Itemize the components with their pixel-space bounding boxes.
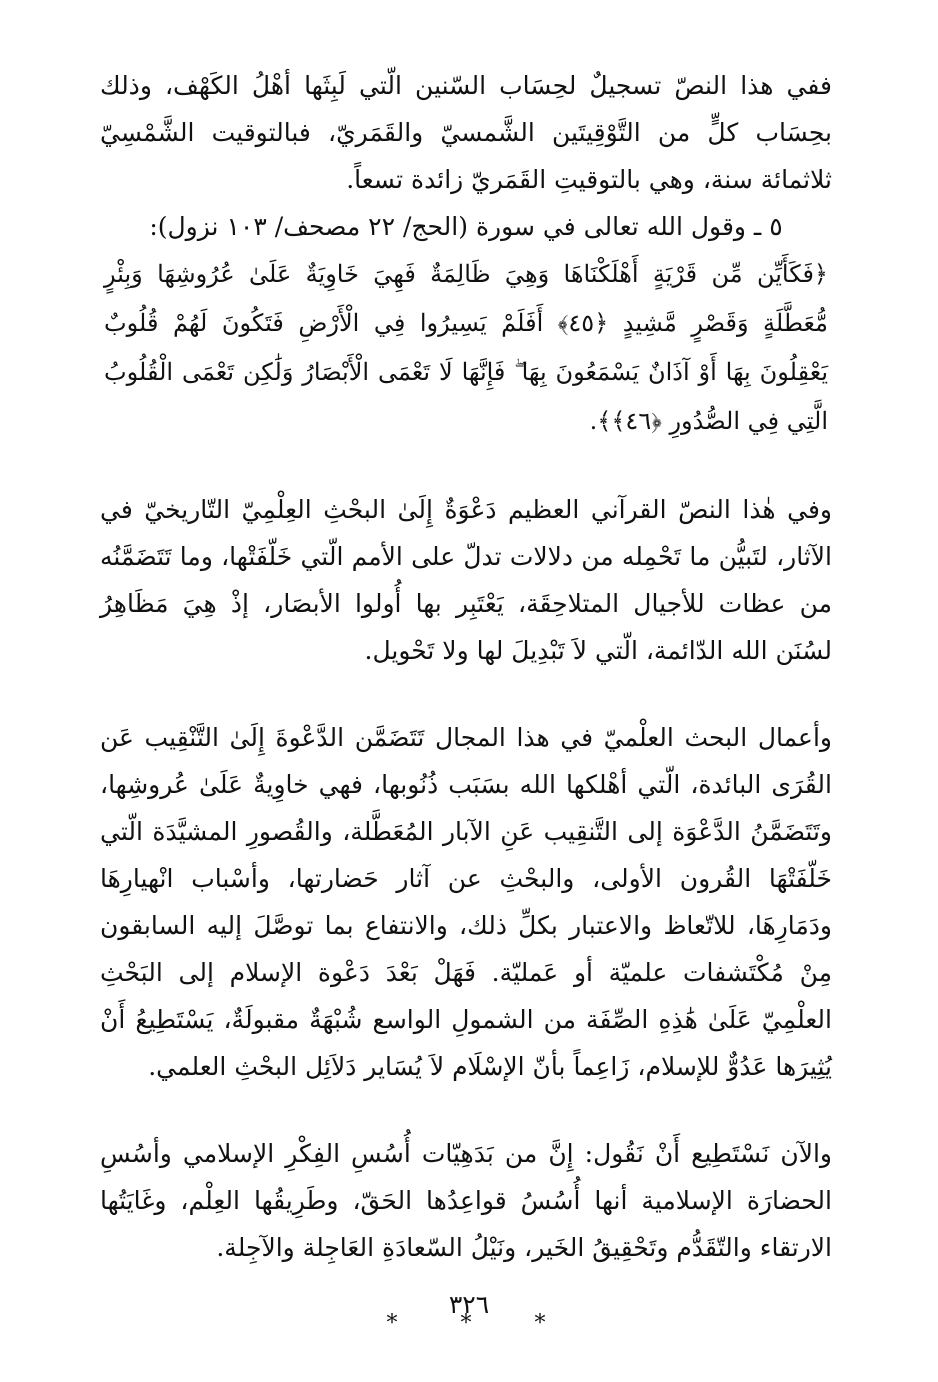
page-number: ٣٢٦ [448,1290,490,1319]
paragraph-archaeology-call: وفي هٰذا النصّ القرآني العظيم دَعْوَةٌ إِلَىٰ البحْثِ العِلْمِيّ التّاريخيّ في الآثار، لتَبيُّن ما تَحْمِله من دلالات تدلّ على الأمم الّتي خَلّفَتْها، وما تَتَضَمَّنُه من عظات للأجيال المتلاحِقَة، يَعْتَبِر بها أُولوا الأبصَار، إذْ هِيَ مَظَاهِرُ لسُنَن الله الدّائمة، الّتي لاَ تَبْدِيلَ لها ولا تَحْويل. [100,495,832,665]
section-separator: * * * [386,1311,574,1336]
paragraph-foundations: والآن نَسْتَطِيع أَنْ نَقُول: إِنَّ من بَدَهِيّات أُسُسِ الفِكْرِ الإسلامي وأسُسِ الحضارَة الإسلامية أنها أُسُسُ قواعِدُها الحَقّ، وطَرِيقُها العِلْم، وغَايَتُها الارتقاء والتّقَدُّم وتَحْقِيقُ الخَير، ونَيْلُ السّعادَةِ العَاجِلة والآجِلة. [100,1139,832,1262]
paragraph-scientific-research: وأعمال البحث العلْميّ في هذا المجال تَتَضَمَّن الدَّعْوةَ إِلَىٰ التَّنْقِيب عَن القُرَى البائدة، الّتي أهْلكها الله بسَبَب ذُنُوبها، فهي خاوِيةٌ عَلَىٰ عُروشِها، وتَتَضَمَّنُ الدَّعْوَة إلى التَّنقِيب عَنِ الآبار المُعَطَّلة، والقُصورِ المشيَّدَة الّتي خَلّفَتْهَا القُرون الأولى، والبحْثِ عن آثار حَضارتها، وأسْباب انْهيارِهَا ودَمَارِهَا، للاتّعاظ والاعتبار بكلِّ ذلك، والانتفاع بما توصَّلَ إليه السابقون مِنْ مُكْتَشفات علميّة أو عَمليّة. فَهَلْ بَعْدَ دَعْوة الإسلام إلى البَحْثِ العلْمِيّ عَلَىٰ هَٰذِهِ الصِّفَة من الشمولِ الواسع شُبْهَةٌ مقبولَةٌ، يَسْتَطِيعُ أَنْ يُثِيرَها عَدُوٌّ للإسلام، زَاعِماً بأنّ الإسْلَام لاَ يُسَاير دَلاَئِل البحْثِ العلمي. [100,723,832,1081]
paragraph-ahl-al-kahf: ففي هذا النصّ تسجيلٌ لحِسَاب السّنين الّتي لَبِثَها أهْلُ الكَهْف، وذلك بحِسَاب كلٍّ من التَّوْقِيتَين الشَّمسيّ والقَمَريّ، فبالتوقيت الشَّمْسِيّ ثلاثمائة سنة، وهي بالتوقيتِ القَمَريّ زائدة تسعاً. [100,71,832,194]
page-body [100,62,832,1336]
verse-intro: ٥ ـ وقول الله تعالى في سورة (الحج/ ٢٢ مصحف/ ١٠٣ نزول): [149,212,783,241]
quran-verse: ﴿فَكَأَيِّن مِّن قَرْيَةٍ أَهْلَكْنَاهَا وَهِيَ ظَالِمَةٌ فَهِيَ خَاوِيَةٌ عَلَىٰ عُرُوشِهَا وَبِئْرٍ مُّعَطَّلَةٍ وَقَصْرٍ مَّشِيدٍ ﴿٤٥﴾ أَفَلَمْ يَسِيرُوا فِي الْأَرْضِ فَتَكُونَ لَهُمْ قُلُوبٌ يَعْقِلُونَ بِهَا أَوْ آذَانٌ يَسْمَعُونَ بِهَا ۖ فَإِنَّهَا لَا تَعْمَى الْأَبْصَارُ وَلَٰكِن تَعْمَى الْقُلُوبُ الَّتِي فِي الصُّدُورِ ﴿٤٦﴾﴾. [104,260,829,435]
